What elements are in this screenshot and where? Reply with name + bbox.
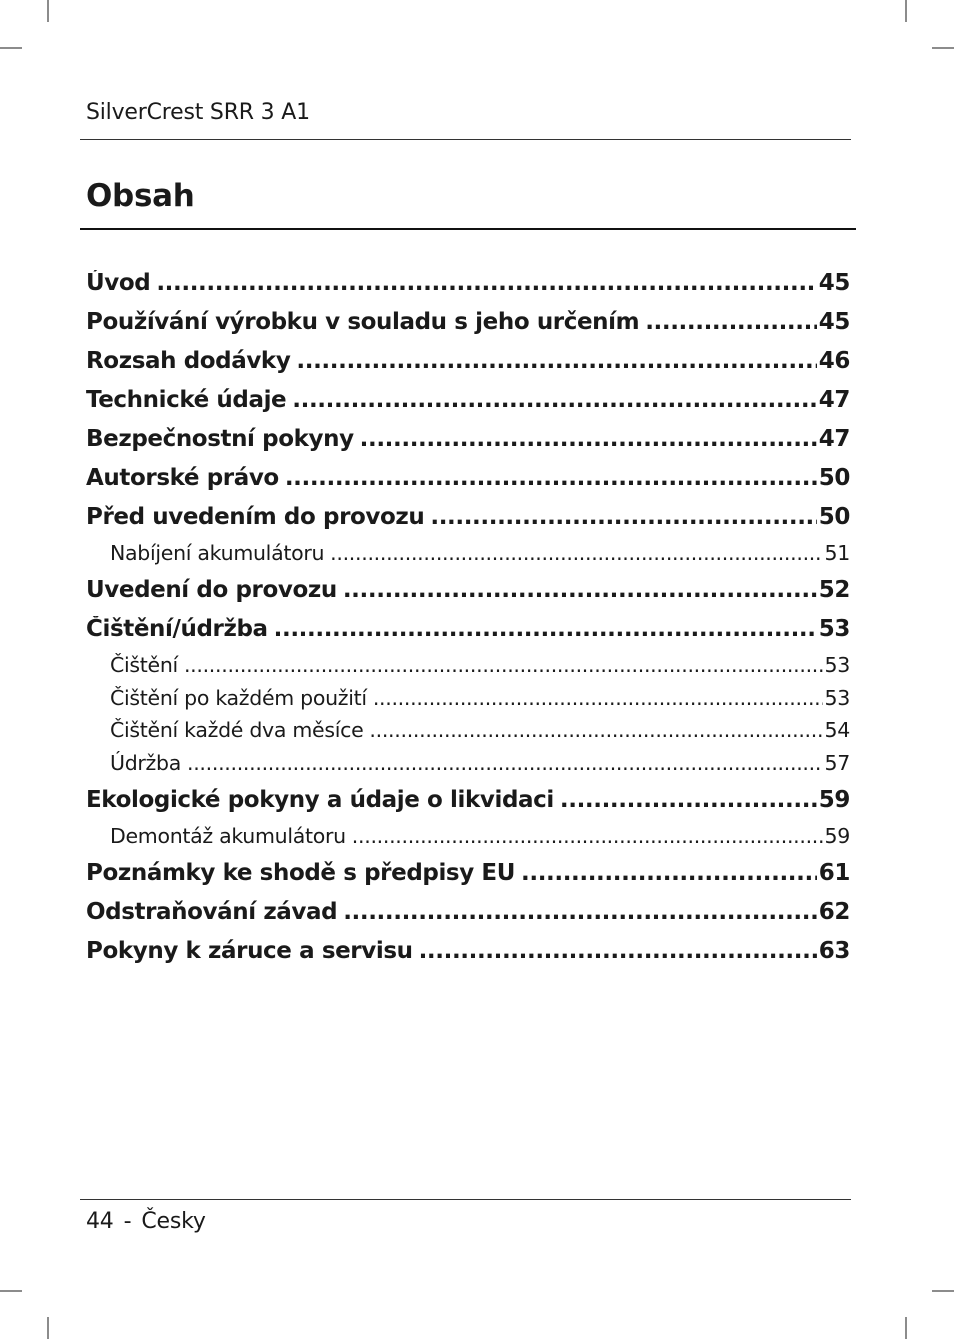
toc-entry-page: 50 bbox=[818, 504, 850, 530]
toc-entry[interactable] bbox=[86, 824, 850, 858]
toc-entry[interactable] bbox=[86, 686, 850, 720]
toc-dot-leader bbox=[360, 426, 817, 452]
toc-dot-leader bbox=[373, 686, 823, 710]
running-header: SilverCrest SRR 3 A1 bbox=[86, 100, 310, 125]
toc-dot-leader bbox=[645, 309, 817, 335]
toc-entry-page: 51 bbox=[824, 541, 850, 565]
toc-dot-leader bbox=[274, 616, 817, 642]
toc-entry[interactable] bbox=[86, 860, 850, 899]
toc-dot-leader bbox=[156, 270, 816, 296]
toc-entry[interactable] bbox=[86, 426, 850, 465]
crop-mark bbox=[932, 1290, 954, 1292]
toc-dot-leader bbox=[430, 504, 816, 530]
toc-entry[interactable] bbox=[86, 653, 850, 687]
toc-dot-leader bbox=[285, 465, 817, 491]
crop-mark bbox=[932, 47, 954, 49]
toc-entry-label: Uvedení do provozu bbox=[86, 577, 337, 604]
crop-mark bbox=[0, 1290, 22, 1292]
crop-mark bbox=[47, 1317, 49, 1339]
toc-entry-label: Technické údaje bbox=[86, 387, 287, 413]
toc-entry-label: Před uvedením do provozu bbox=[86, 504, 425, 530]
header-rule bbox=[80, 139, 851, 140]
toc-entry-page: 61 bbox=[818, 860, 850, 887]
toc-entry-page: 53 bbox=[824, 653, 850, 678]
crop-mark bbox=[47, 0, 49, 22]
toc-dot-leader bbox=[352, 824, 823, 848]
footer-rule bbox=[80, 1199, 851, 1200]
toc-entry-page: 57 bbox=[824, 750, 850, 775]
toc-entry-label: Čištění každé dva měsíce bbox=[110, 718, 364, 743]
title-rule bbox=[80, 228, 856, 230]
toc-entry-label: Úvod bbox=[86, 270, 151, 296]
toc-entry-label: Údržba bbox=[110, 750, 181, 775]
toc-entry-label: Čištění/údržba bbox=[86, 616, 268, 643]
toc-entry[interactable] bbox=[86, 577, 850, 616]
toc-entry-label: Čištění po každém použití bbox=[110, 685, 367, 710]
toc-entry[interactable] bbox=[86, 751, 850, 785]
page-number: 44 bbox=[86, 1209, 114, 1234]
toc-entry-label: Rozsah dodávky bbox=[86, 348, 291, 374]
toc-entry[interactable] bbox=[86, 718, 850, 752]
toc-entry-label: Autorské právo bbox=[86, 465, 279, 491]
toc-entry[interactable] bbox=[86, 541, 850, 575]
toc-dot-leader bbox=[521, 860, 817, 886]
toc-entry[interactable] bbox=[86, 899, 850, 938]
toc-dot-leader bbox=[560, 787, 817, 813]
toc-entry-label: Pokyny k záruce a servisu bbox=[86, 938, 413, 965]
page-title: Obsah bbox=[86, 178, 195, 214]
toc-entry-label: Nabíjení akumulátoru bbox=[110, 541, 325, 565]
toc-entry[interactable] bbox=[86, 787, 850, 826]
crop-mark bbox=[905, 0, 907, 22]
table-of-contents bbox=[86, 270, 850, 977]
toc-entry[interactable] bbox=[86, 387, 850, 426]
toc-entry-page: 62 bbox=[818, 899, 850, 926]
toc-entry-page: 47 bbox=[818, 426, 850, 452]
toc-entry[interactable] bbox=[86, 348, 850, 387]
footer-separator: - bbox=[123, 1209, 132, 1234]
toc-dot-leader bbox=[296, 348, 816, 374]
toc-entry-label: Bezpečnostní pokyny bbox=[86, 426, 354, 452]
toc-entry[interactable] bbox=[86, 465, 850, 504]
toc-entry-label: Odstraňování závad bbox=[86, 899, 338, 926]
toc-entry-label: Poznámky ke shodě s předpisy EU bbox=[86, 860, 516, 887]
toc-entry[interactable] bbox=[86, 270, 850, 309]
toc-entry-page: 45 bbox=[818, 309, 850, 335]
toc-entry[interactable] bbox=[86, 616, 850, 655]
toc-entry-page: 45 bbox=[818, 270, 850, 296]
toc-entry[interactable] bbox=[86, 504, 850, 543]
toc-entry-page: 52 bbox=[818, 577, 850, 604]
toc-entry-page: 47 bbox=[818, 387, 850, 413]
toc-entry[interactable] bbox=[86, 938, 850, 977]
toc-entry-label: Používání výrobku v souladu s jeho určením bbox=[86, 309, 640, 335]
toc-entry-label: Ekologické pokyny a údaje o likvidaci bbox=[86, 786, 554, 813]
crop-mark bbox=[0, 47, 22, 49]
toc-dot-leader bbox=[343, 899, 817, 925]
toc-dot-leader bbox=[369, 718, 822, 742]
toc-entry-page: 59 bbox=[818, 786, 850, 813]
toc-dot-leader bbox=[292, 387, 817, 413]
toc-dot-leader bbox=[419, 938, 817, 964]
toc-dot-leader bbox=[343, 577, 817, 603]
toc-entry-page: 53 bbox=[818, 616, 850, 643]
toc-dot-leader bbox=[187, 751, 823, 775]
toc-entry-page: 63 bbox=[818, 938, 850, 965]
toc-entry-label: Demontáž akumulátoru bbox=[110, 823, 346, 848]
toc-dot-leader bbox=[330, 541, 822, 565]
toc-entry-label: Čištění bbox=[110, 653, 178, 678]
page-footer bbox=[86, 1209, 206, 1234]
toc-entry-page: 59 bbox=[824, 823, 850, 848]
footer-language: Česky bbox=[141, 1209, 206, 1234]
toc-entry[interactable] bbox=[86, 309, 850, 348]
toc-entry-page: 53 bbox=[824, 685, 850, 710]
toc-entry-page: 50 bbox=[818, 465, 850, 491]
toc-dot-leader bbox=[184, 653, 823, 677]
crop-mark bbox=[905, 1317, 907, 1339]
toc-entry-page: 46 bbox=[818, 348, 850, 374]
toc-entry-page: 54 bbox=[824, 718, 850, 743]
